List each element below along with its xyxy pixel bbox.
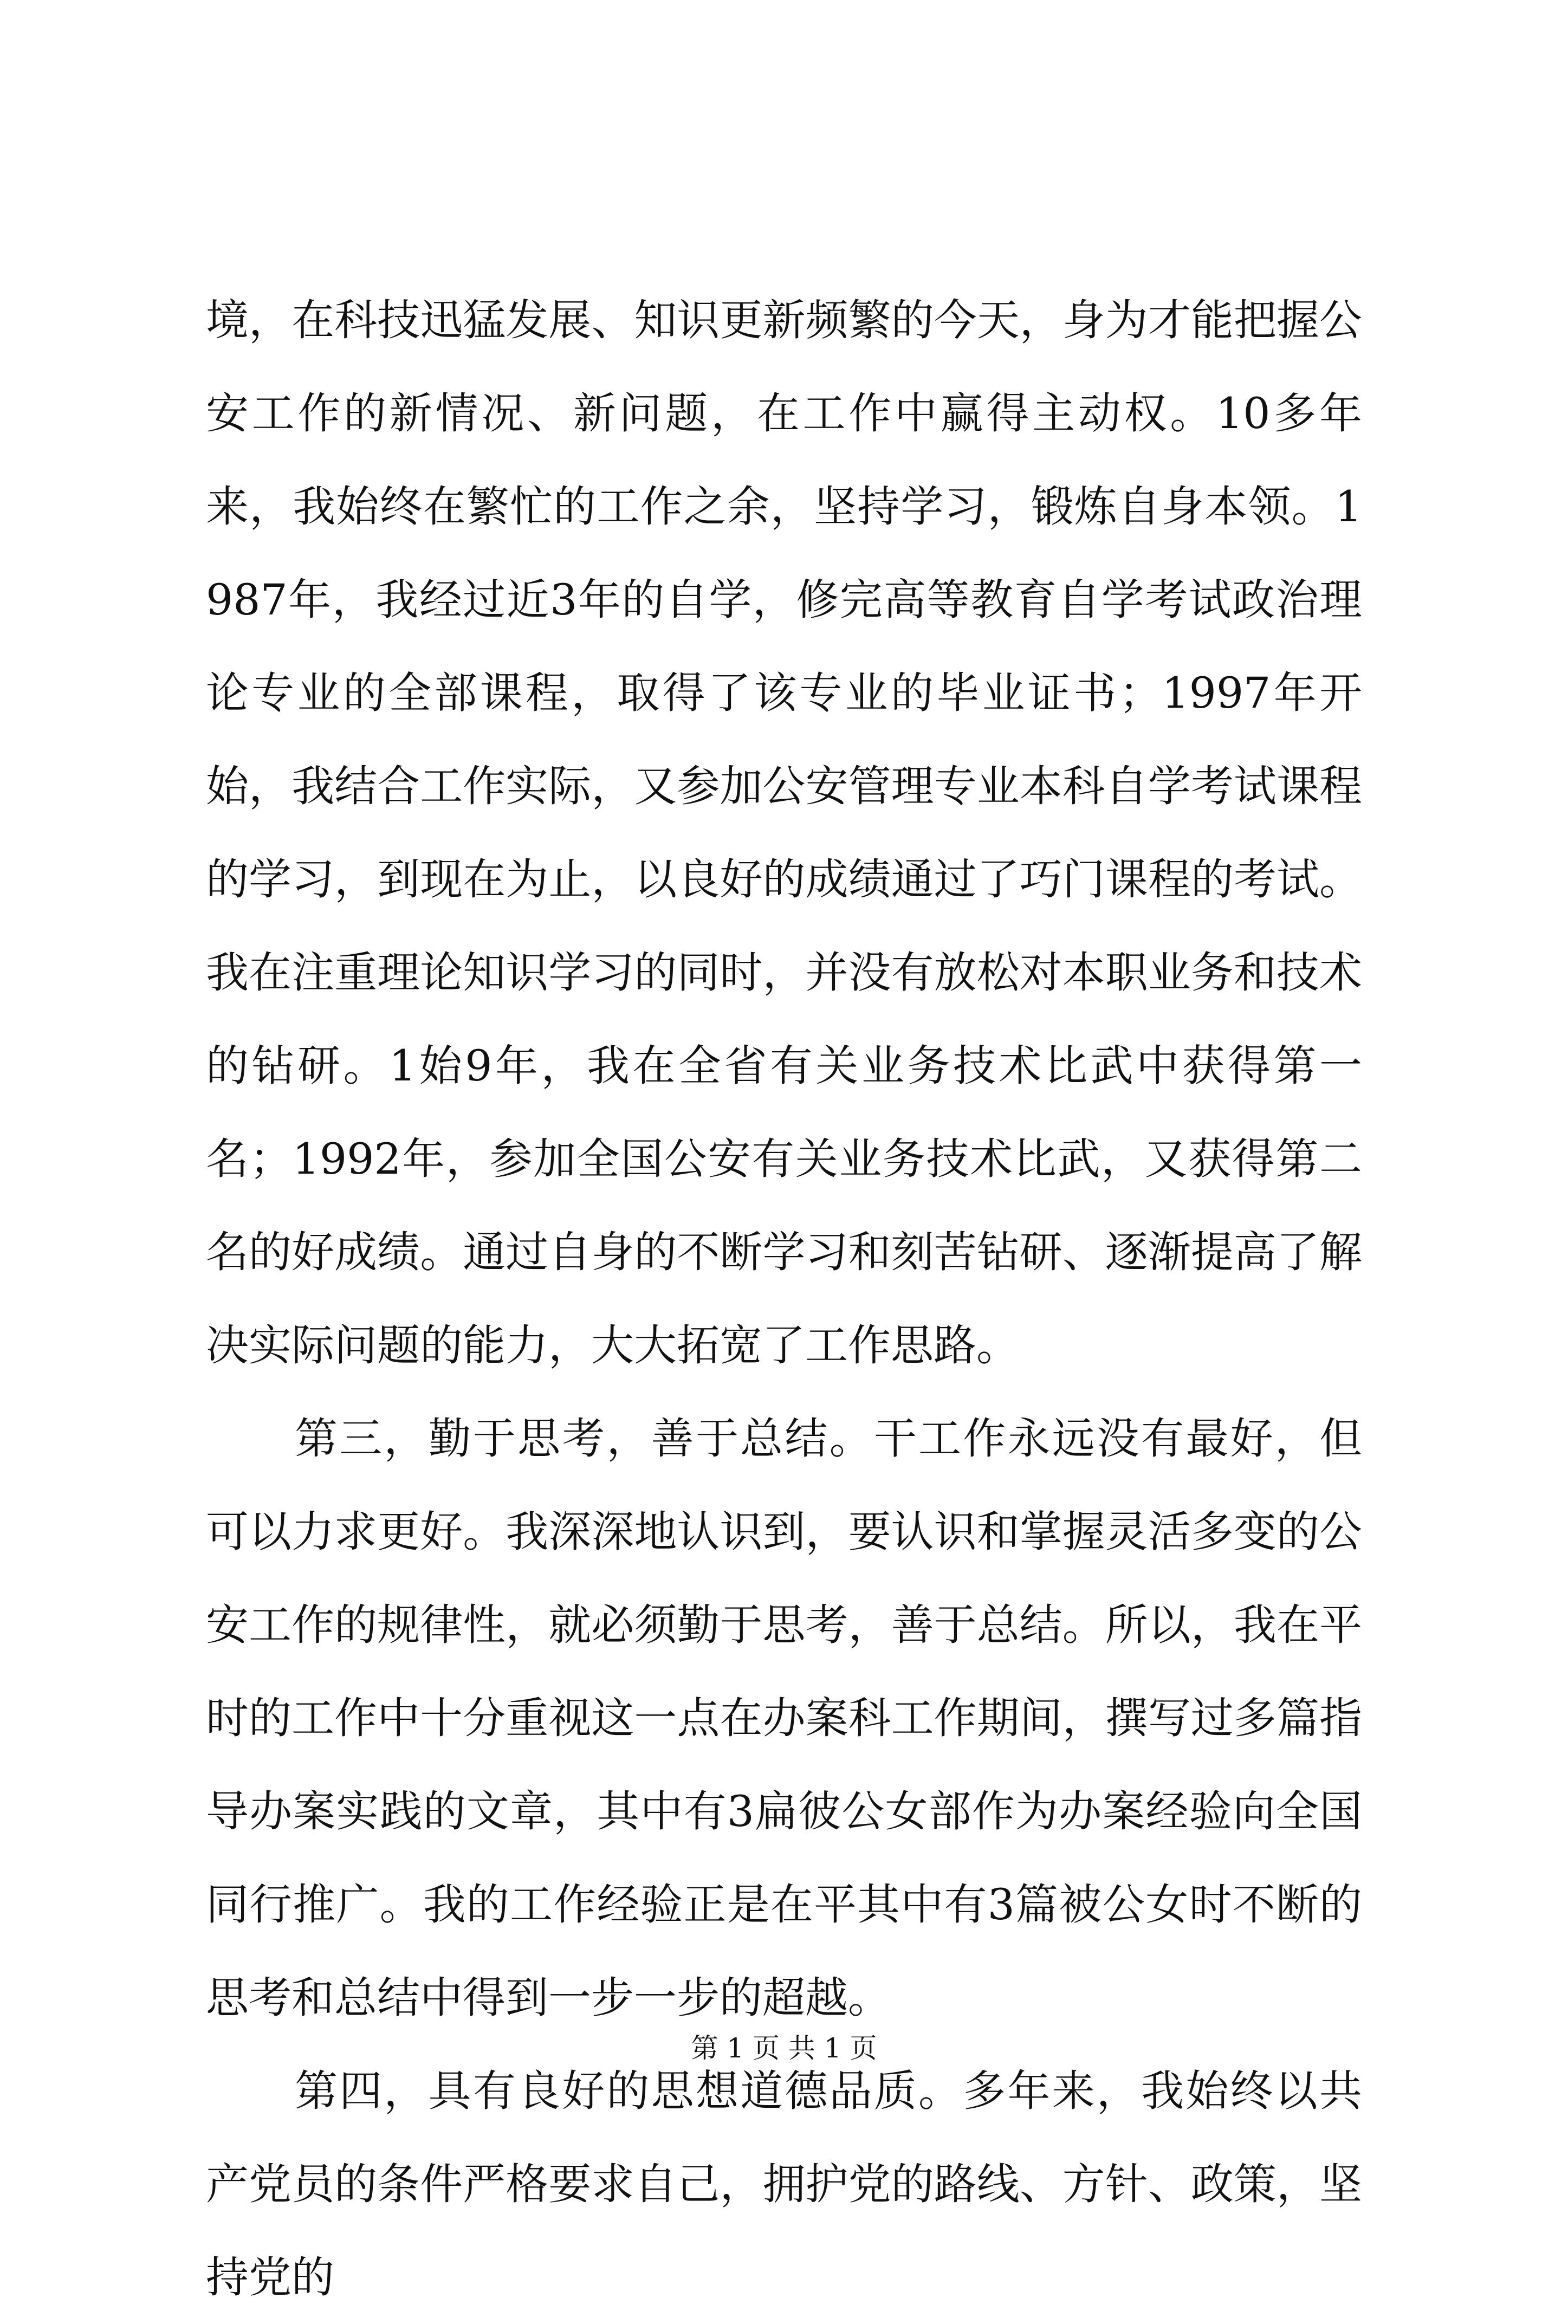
paragraph-fourth-point: 第四，具有良好的思想道德品质。多年来，我始终以共产党员的条件严格要求自己，拥护党的路线、方针、政策，坚持党的 [206, 2066, 1362, 2302]
page-footer: 第 1 页 共 1 页 [691, 2032, 877, 2064]
paragraph-third-point: 第三，勤于思考，善于总结。干工作永远没有最好，但可以力求更好。我深深地认识到，要认识和掌握灵活多变的公安工作的规律性，就必须勤于思考，善于总结。所以，我在平时的工作中十分重视这一点在办案科工作期间，撰写过多篇指导办案实践的文章，其中有3扁彼公女部作为办案经验向全国同行推广。我的工作经验正是在平其中有3篇被公女时不断的思考和总结中得到一步一步的超越。 [206, 1414, 1362, 2023]
paragraph-study: 境，在科技迅猛发展、知识更新频繁的今天，身为才能把握公安工作的新情况、新问题，在工作中赢得主动权。10多年来，我始终在繁忙的工作之余，坚持学习，锻炼自身本领。1987年，我经过近3年的自学，修完高等教育自学考试政治理论专业的全部课程，取得了该专业的毕业证书；1997年开始，我结合工作实际，又参加公安管理专业本科自学考试课程的学习，到现在为止，以良好的成绩通过了巧门课程的考试。我在注重理论知识学习的同时，并没有放松对本职业务和技术的钻研。1始9年，我在全省有关业务技术比武中获得第一名；1992年，参加全国公安有关业务技术比武，又获得第二名的好成绩。通过自身的不断学习和刻苦钻研、逐渐提高了解决实际问题的能力，大大拓宽了工作思路。 [206, 295, 1362, 1370]
document-body [206, 274, 1362, 2324]
